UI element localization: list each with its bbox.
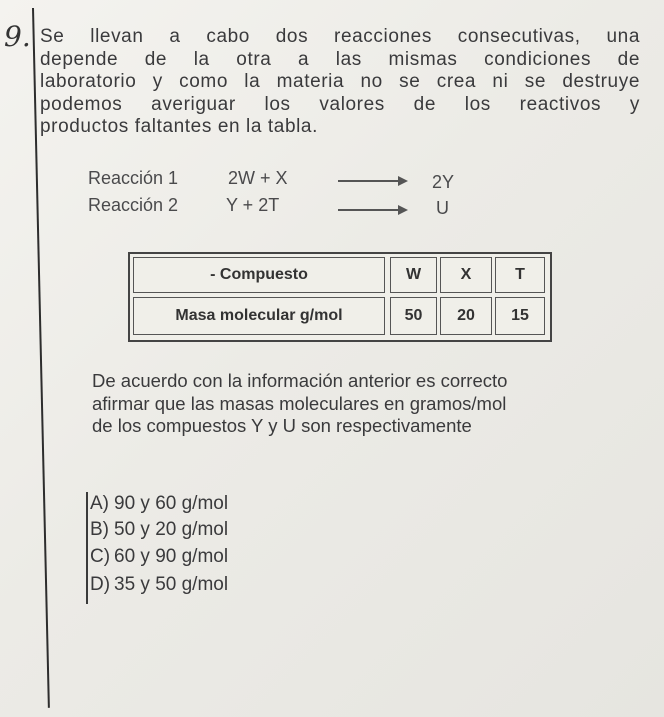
option-b[interactable] bbox=[90, 519, 228, 541]
option-c[interactable] bbox=[90, 546, 228, 568]
molecular-mass-table bbox=[128, 252, 552, 342]
intro-line: productos faltantes en la tabla. bbox=[40, 116, 318, 137]
reaction-2-product: U bbox=[436, 198, 449, 218]
option-a[interactable] bbox=[90, 493, 228, 515]
table-compound-t: T bbox=[495, 257, 545, 293]
intro-line: laboratorio y como la materia no se crea ni se destruye bbox=[40, 71, 640, 92]
option-letter: A) bbox=[90, 493, 109, 514]
reaction-2-arrow-icon bbox=[338, 209, 406, 211]
question-line: De acuerdo con la información anterior es correcto bbox=[92, 370, 508, 391]
option-text: 35 y 50 g/mol bbox=[114, 574, 229, 595]
table-row-label: Masa molecular g/mol bbox=[133, 297, 385, 335]
table-compound-w: W bbox=[390, 257, 437, 293]
table-header-compound: - Compuesto bbox=[133, 257, 385, 293]
option-text: 90 y 60 g/mol bbox=[114, 493, 229, 514]
question-line: de los compuestos Y y U son respectivamente bbox=[92, 415, 472, 436]
options-margin-line bbox=[86, 492, 88, 604]
table-mass-w: 50 bbox=[390, 297, 437, 335]
option-letter: D) bbox=[90, 574, 111, 595]
question-number: 9. bbox=[4, 20, 31, 53]
intro-line: podemos averiguar los valores de los reactivos y bbox=[40, 93, 640, 115]
reaction-1-product: 2Y bbox=[432, 172, 455, 192]
table-mass-t: 15 bbox=[495, 297, 545, 335]
option-letter: B) bbox=[90, 519, 109, 540]
option-letter: C) bbox=[90, 546, 111, 567]
question-line: afirmar que las masas moleculares en gramos/mol bbox=[92, 392, 507, 414]
reaction-1-label: Reacción 1 bbox=[88, 168, 179, 188]
intro-paragraph bbox=[40, 26, 640, 139]
option-text: 50 y 20 g/mol bbox=[114, 519, 229, 540]
question-text bbox=[92, 370, 662, 438]
table-compound-x: X bbox=[440, 257, 492, 293]
reaction-1-reactants: 2W + X bbox=[228, 168, 288, 188]
intro-line: depende de la otra a las mismas condiciones de bbox=[40, 48, 640, 70]
table-mass-x: 20 bbox=[440, 297, 492, 335]
option-text: 60 y 90 g/mol bbox=[114, 546, 229, 567]
reaction-2-label: Reacción 2 bbox=[88, 195, 179, 215]
reaction-1-arrow-icon bbox=[338, 180, 406, 182]
reaction-2-reactants: Y + 2T bbox=[226, 195, 280, 215]
option-d[interactable] bbox=[90, 574, 228, 596]
intro-line: Se llevan a cabo dos reacciones consecutivas, una bbox=[40, 26, 640, 47]
